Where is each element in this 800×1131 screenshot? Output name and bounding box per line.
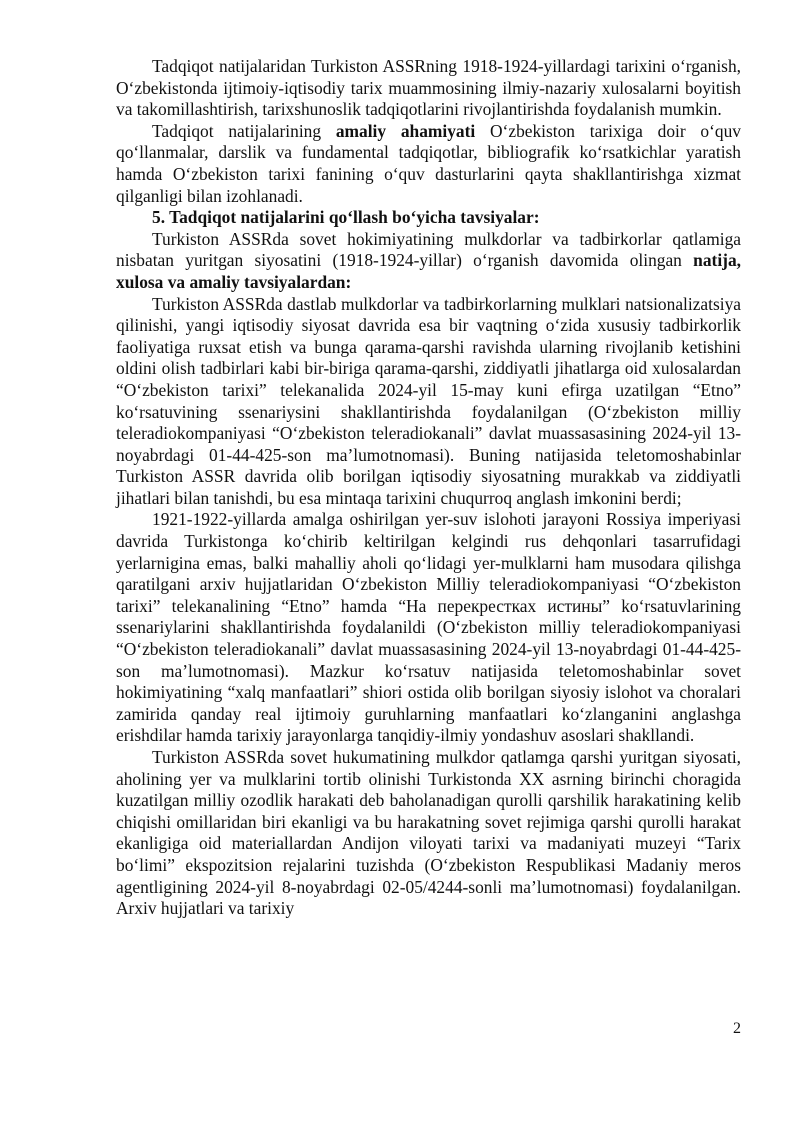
paragraph-soviet-policy: Turkiston ASSRda sovet hukumatining mulkdor qatlamga qarshi yuritgan siyosati, aholining yer va mulklarini tortib olinishi Turkistonda XX asrning birinchi choragida kuzatilgan milliy ozodlik harakati deb baholanadigan qurolli qarshilik harakatining kelib chiqishi omillaridan biri ekanligi va bu harakatning sovet rejimiga qarshi qurolli harakat ekanligiga oid materiallardan Andijon viloyati tarixi va madaniyati muzeyi “Tarix bo‘limi” ekspozitsion rejalarini tuzishda (O‘zbekiston Respublikasi Madaniy meros agentligining 2024-yil 8-noyabrdagi 02-05/4244-sonli ma’lumotnomasi) foydalanilgan. Arxiv hujjatlari va tarixiy: [116, 747, 741, 919]
paragraph-practical-significance: [116, 121, 741, 207]
paragraph-research-results: Tadqiqot natijalaridan Turkiston ASSRning 1918-1924-yillardagi tarixini o‘rganish, O‘zbekistonda ijtimoiy-iqtisodiy tarix muammosining ilmiy-nazariy xulosalarni boyitish va takomillashtirish, tarixshunoslik tadqiqotlarini rivojlantirishda foydalanish mumkin.: [116, 56, 741, 120]
section-heading: 5. Tadqiqot natijalarini qo‘llash bo‘yicha tavsiyalar:: [152, 207, 540, 228]
paragraph-recommendations-intro: [116, 229, 741, 294]
paragraph-land-reform: 1921-1922-yillarda amalga oshirilgan yer-suv islohoti jarayoni Rossiya imperiyasi davrida Turkistonga ko‘chirib keltirilgan kelgindi rus dehqonlari tasarrufidagi yerlarnigina emas, balki mahalliy aholi qo‘lidagi yer-mulklarni ham musodara qilishga qaratilgani arxiv hujjatlaridan O‘zbekiston Milliy teleradiokompaniyasi “O‘zbekiston tarixi” telekanalining “Etno” hamda “На перекрестках истины” ko‘rsatuvlarining ssenariylarini shakllantirishda foydalanildi (O‘zbekiston milliy teleradiokompaniyasi “O‘zbekiston teleradiokanali” davlat muassasasining 2024-yil 13-noyabrdagi 01-44-425-son ma’lumotnomasi). Mazkur ko‘rsatuv natijasida teletomoshabinlar sovet hokimiyatining “xalq manfaatlari” shiori ostida olib borilgan siyosiy islohot va choralari zamirida qanday real ijtimoiy guruhlarning manfaatlari ko‘zlanganini anglashga erishdilar hamda tarixiy jarayonlarga tanqidiy-ilmiy yondashuv asoslari shakllandi.: [116, 509, 741, 746]
paragraph-nationalization: Turkiston ASSRda dastlab mulkdorlar va tadbirkorlarning mulklari natsionalizatsiya qilinishi, yangi iqtisodiy siyosat davrida esa bir vaqtning o‘zida xususiy tadbirkorlik faoliyatiga ruxsat etish va bunga qarama-qarshi ravishda ularning rivojlanib ketishini oldini olish tadbirlari kabi bir-biriga qarama-qarshi, ziddiyatli jihatlarga oid xulosalardan “O‘zbekiston tarixi” telekanalida 2024-yil 15-may kuni efirga uzatilgan “Etno” ko‘rsatuvining ssenariysini shakllantirishda foydalanilgan (O‘zbekiston milliy teleradiokompaniyasi “O‘zbekiston teleradiokanali” davlat muassasasining 2024-yil 13-noyabrdagi 01-44-425-son ma’lumotnomasi). Buning natijasida teletomoshabinlar Turkiston ASSR davrida olib borilgan iqtisodiy siyosatning murakkab va ziddiyatli jihatlari bilan tanishdi, bu esa mintaqa tarixini chuqurroq anglash imkonini berdi;: [116, 293, 741, 508]
paragraph-text: Turkiston ASSRda sovet hokimiyatining mulkdorlar va tadbirkorlar qatlamiga nisbatan yuritgan siyosatini (1918-1924-yillar) o‘rganish davomida olingan: [116, 228, 741, 271]
document-page: [116, 56, 741, 920]
paragraph-text: Tadqiqot natijalarining: [152, 120, 336, 141]
bold-term: amaliy ahamiyati: [335, 120, 476, 141]
page-number: 2: [733, 1020, 741, 1037]
paragraph-text: O‘zbekiston tarixiga doir o‘quv qo‘llanmalar, darslik va fundamental tadqiqotlar, bibliografik ko‘rsatkichlar yaratish hamda O‘zbekiston tarixi fanining o‘quv dasturlarini qayta shakllantirishga xizmat qilganligi bilan izohlanadi.: [116, 120, 741, 206]
bold-term: natija, xulosa va amaliy tavsiyalardan:: [116, 250, 741, 292]
